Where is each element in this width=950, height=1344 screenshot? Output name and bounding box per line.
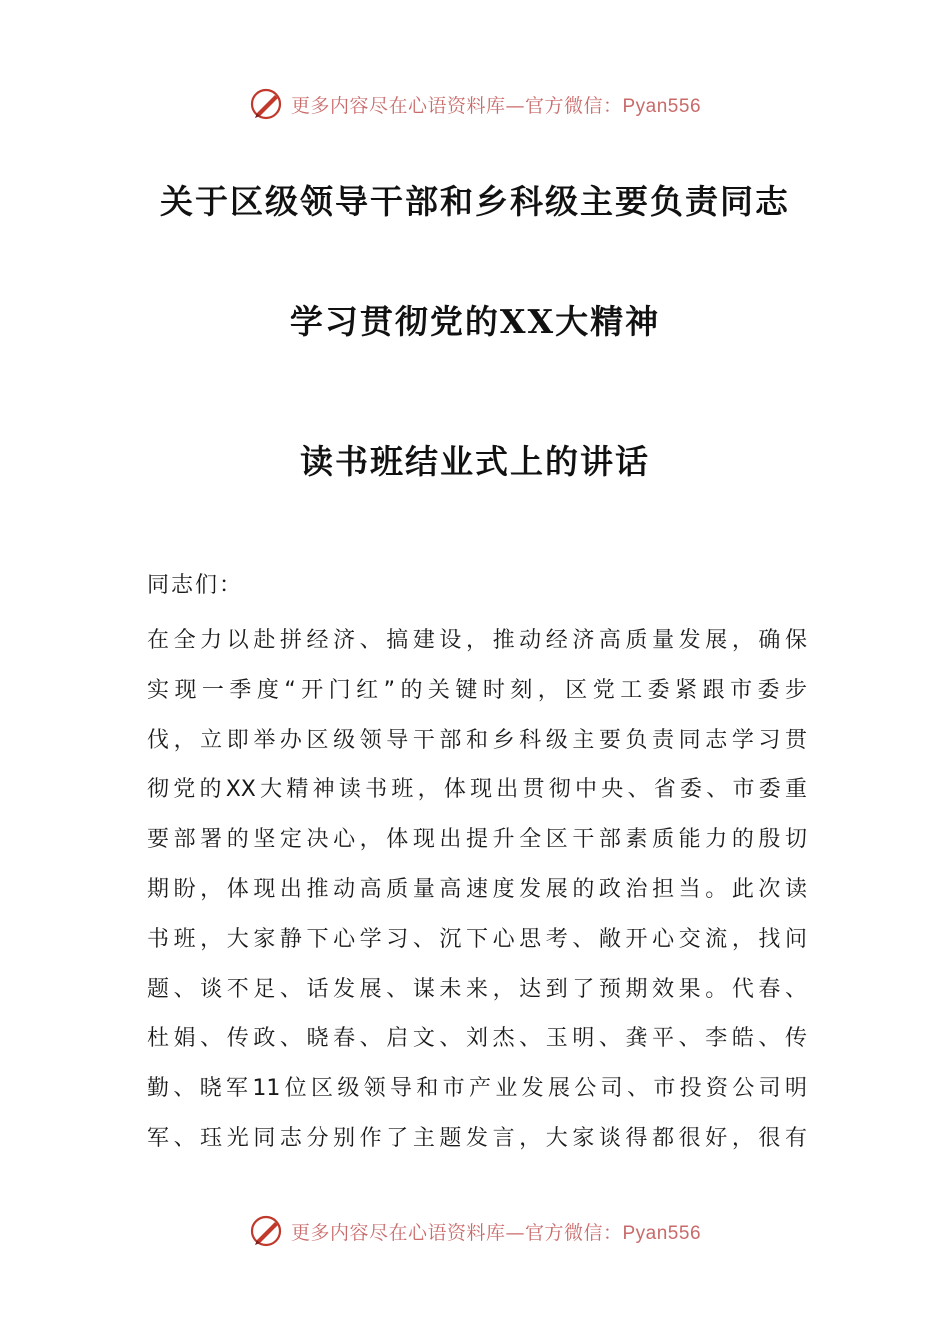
body-line: 要部署的坚定决心，体现出提升全区干部素质能力的殷切 xyxy=(147,827,807,853)
footer-banner xyxy=(0,1211,950,1251)
salutation: 同志们： xyxy=(147,573,244,598)
body-line: 杜娟、传政、晓春、启文、刘杰、玉明、龚平、李皓、传 xyxy=(147,1026,807,1052)
body-line: 彻党的XX大精神读书班，体现出贯彻中央、省委、市委重 xyxy=(147,777,807,803)
wechat-id: Pyan556 xyxy=(622,1222,702,1244)
body-line: 勤、晓军11位区级领导和市产业发展公司、市投资公司明 xyxy=(147,1076,807,1102)
header-banner xyxy=(0,84,950,124)
wechat-id: Pyan556 xyxy=(622,95,702,117)
banner-text: 更多内容尽在心语资料库—官方微信：Pyan556 xyxy=(290,1221,702,1244)
pen-logo-icon xyxy=(249,1213,285,1249)
body-line: 期盼，体现出推动高质量高速度发展的政治担当。此次读 xyxy=(147,876,807,902)
body-line: 实现一季度“开门红”的关键时刻，区党工委紧跟市委步 xyxy=(147,677,807,703)
title-line-3: 读书班结业式上的讲话 xyxy=(300,442,650,481)
banner-text: 更多内容尽在心语资料库—官方微信：Pyan556 xyxy=(290,94,702,117)
body-line: 在全力以赴拼经济、搞建设，推动经济高质量发展，确保 xyxy=(147,628,807,653)
title-line-2: 学习贯彻党的XX大精神 xyxy=(289,302,661,341)
body-line: 军、珏光同志分别作了主题发言，大家谈得都很好，很有 xyxy=(147,1125,807,1151)
pen-logo-icon xyxy=(249,86,285,122)
body-paragraph xyxy=(147,616,807,1164)
body-line: 题、谈不足、话发展、谋未来，达到了预期效果。代春、 xyxy=(147,976,807,1002)
title-line-1: 关于区级领导干部和乡科级主要负责同志 xyxy=(160,182,790,221)
body-line: 书班，大家静下心学习、沉下心思考、敞开心交流，找问 xyxy=(147,926,807,952)
body-line: 伐，立即举办区级领导干部和乡科级主要负责同志学习贯 xyxy=(147,727,807,753)
